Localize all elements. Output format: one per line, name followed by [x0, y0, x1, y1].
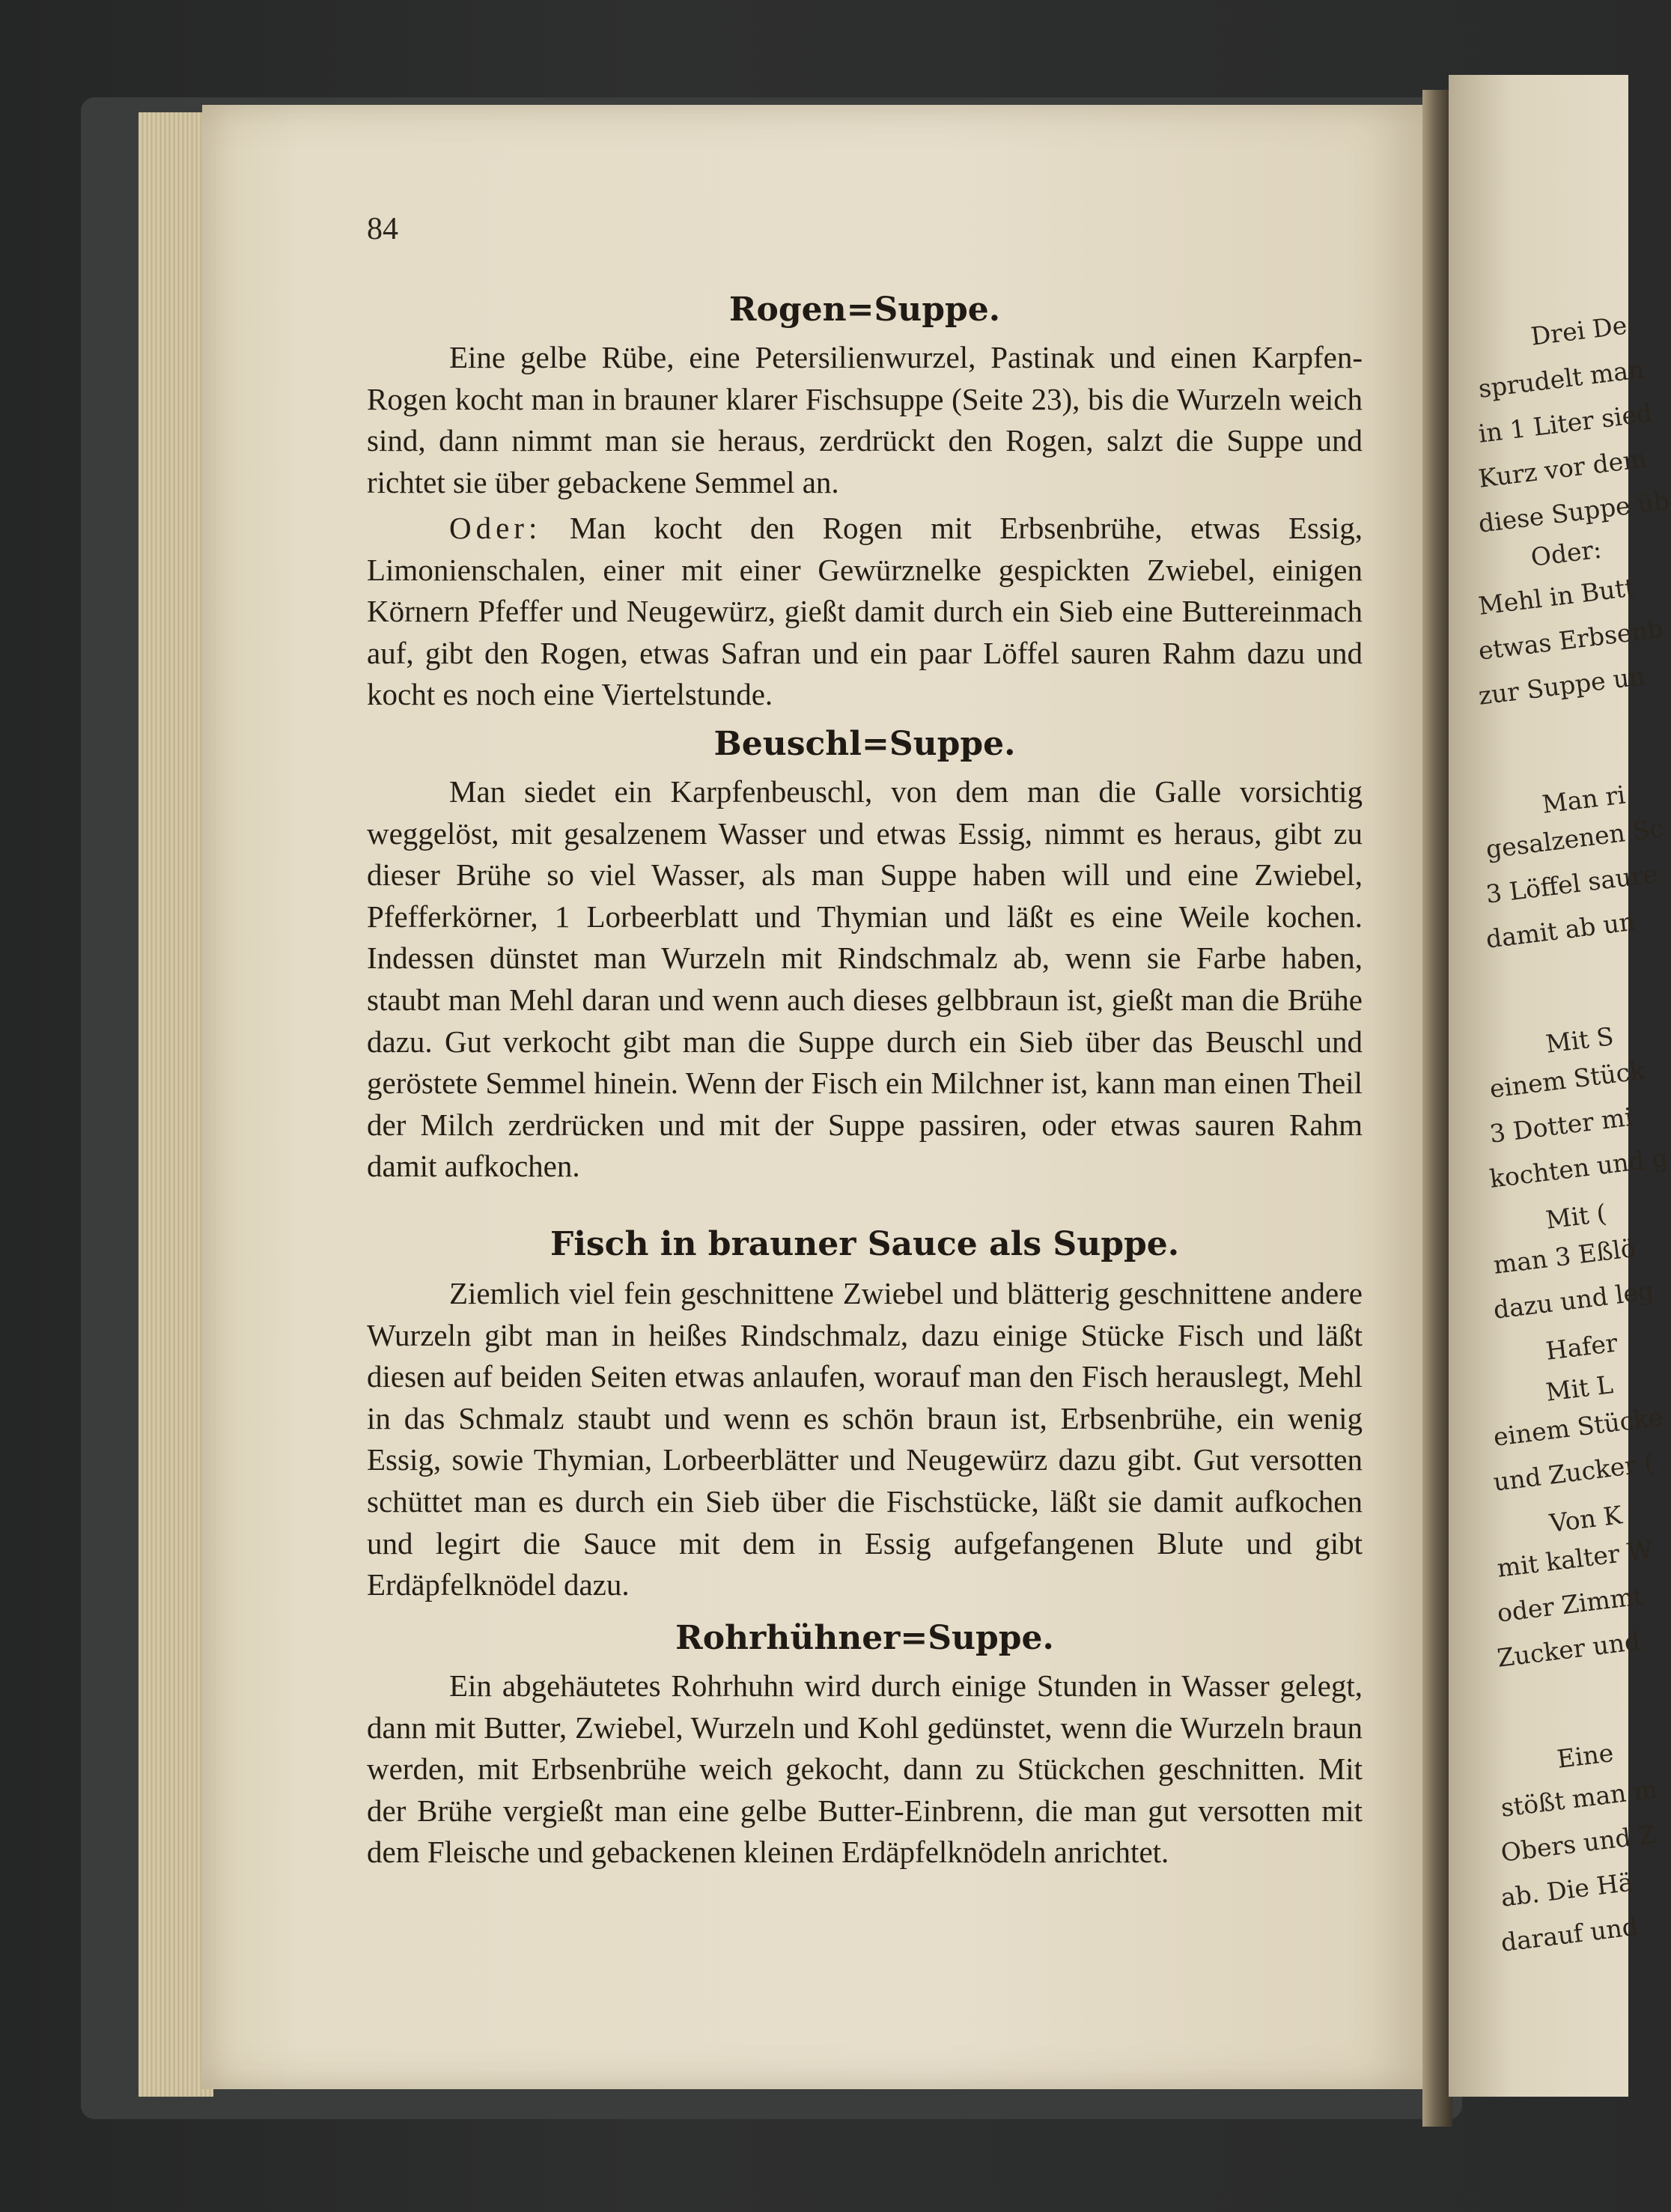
page-number: 84	[367, 212, 398, 246]
facing-line: Von K	[1547, 1500, 1624, 1538]
facing-line: sprudelt man	[1476, 354, 1646, 404]
section-heading-fisch-in-brauner-sauce: Fisch in brauner Sauce als Suppe.	[550, 1225, 1180, 1263]
facing-line: Eine	[1555, 1737, 1616, 1774]
facing-line: Drei De	[1529, 310, 1629, 351]
book-gutter	[1422, 90, 1452, 2127]
facing-line: zur Suppe un	[1476, 660, 1647, 711]
facing-line: Mehl in Butt	[1476, 572, 1637, 621]
paragraph-rohrhuehner-suppe: Ein abgehäutetes Rohrhuhn wird durch einige Stunden in Wasser gelegt, dann mit Butter, Zwiebel, Wurzeln und Kohl gedünstet, wenn die Wurzeln braun werden, mit Erbsenbrühe weich gekocht, dann zu Stückchen geschnitten. Mit der Brühe vergießt man eine gelbe Butter-Einbrenn, die man gut versotten mit dem Fleische und gebackenen kleinen Erdäpfelknödeln anrichtet.	[367, 1668, 1363, 1870]
facing-line: gesalzenen Sc	[1484, 813, 1665, 864]
facing-line: Kurz vor dem	[1476, 443, 1649, 493]
facing-line: Mit L	[1544, 1370, 1615, 1407]
facing-line: kochten und g	[1488, 1142, 1670, 1194]
facing-line: einem Stück	[1488, 1055, 1647, 1104]
facing-line: darauf und	[1499, 1911, 1640, 1957]
facing-line: 3 Löffel saure	[1484, 859, 1660, 909]
facing-line: einem Stücke	[1491, 1402, 1665, 1452]
facing-page	[1449, 75, 1671, 2097]
facing-line: Man ri	[1540, 780, 1628, 819]
facing-line: etwas Erbsenb	[1476, 613, 1665, 666]
facing-line: 3 Dotter mi	[1488, 1102, 1634, 1149]
facing-line: in 1 Liter sied	[1476, 398, 1655, 449]
paragraph-rogen-suppe-2	[367, 508, 1363, 716]
section-heading-beuschl-suppe: Beuschl=Suppe.	[713, 725, 1016, 763]
facing-line: man 3 Eßlö	[1491, 1233, 1637, 1280]
paragraph-fisch-in-brauner-sauce: Ziemlich viel fein geschnittene Zwiebel und blätterig geschnittene andere Wurzeln gibt man in heißes Rindschmalz, dazu einige Stücke Fisch und läßt diesen auf beiden Seiten etwas anlaufen, worauf man den Fisch herauslegt, Mehl in das Schmalz staubt und wenn es schön braun ist, Erbsenbrühe, ein wenig Essig, sowie Thymian, Lorbeerblätter und Neugewürz dazu gibt. Gut versotten schüttet man es durch ein Sieb über die Fischstücke, läßt sie damit aufkochen und legirt die Sauce mit dem in Essig aufgefangenen Blute und gibt Erdäpfelknödel dazu.	[367, 1276, 1363, 1602]
facing-line: Mit (	[1544, 1198, 1608, 1235]
facing-line: stößt man m	[1499, 1774, 1659, 1823]
facing-line: diese Suppe üb	[1476, 485, 1671, 538]
facing-line: damit ab un	[1484, 906, 1637, 954]
facing-line: Hafer	[1544, 1328, 1619, 1366]
section-heading-rohrhuehner-suppe: Rohrhühner=Suppe.	[675, 1619, 1054, 1657]
facing-line: oder Zimmt	[1495, 1581, 1646, 1628]
facing-line: Obers und Z	[1499, 1819, 1658, 1868]
facing-line: Mit S	[1544, 1021, 1616, 1059]
paragraph-beuschl-suppe: Man siedet ein Karpfenbeuschl, von dem man die Galle vorsichtig weggelöst, mit gesalzenem Wasser und etwas Essig, nimmt es heraus, gibt zu dieser Brühe so viel Wasser, als man Suppe haben will und eine Zwiebel, Pfefferkörner, 1 Lorbeerblatt und Thymian und läßt es eine Weile kochen. Indessen dünstet man Wurzeln mit Rindschmalz ab, wenn sie Farbe haben, staubt man Mehl daran und wenn auch dieses gelbbraun ist, gießt man die Brühe dazu. Gut verkocht gibt man die Suppe durch ein Sieb über das Beuschl und geröstete Semmel hinein. Wenn der Fisch ein Milchner ist, kann man einen Theil der Milch zerdrücken und mit der Suppe passiren, oder etwas sauren Rahm damit aufkochen.	[367, 774, 1363, 1184]
facing-line: Zucker und	[1495, 1626, 1643, 1673]
paragraph-text: Man kocht den Rogen mit Erbsenbrühe, etwas Essig, Limonienschalen, einer mit einer Gewürznelke gespickten Zwiebel, einigen Körnern Pfeffer und Neugewürz, gießt damit durch ein Sieb eine Buttereinmach auf, gibt den Rogen, etwas Safran und ein paar Löffel sauren Rahm dazu und kocht es noch eine Viertelstunde.	[367, 511, 1363, 712]
facing-line: ab. Die Hä	[1499, 1867, 1635, 1912]
facing-line: dazu und leg	[1491, 1275, 1656, 1325]
facing-line: und Zucker (	[1491, 1447, 1656, 1497]
oder-label: Oder:	[449, 511, 542, 545]
section-heading-rogen-suppe: Rogen=Suppe.	[728, 291, 1001, 329]
facing-line: mit kalter W	[1495, 1534, 1655, 1583]
paragraph-rogen-suppe-1: Eine gelbe Rübe, eine Petersilienwurzel, Pastinak und einen Karpfen-Rogen kocht man in brauner klarer Fischsuppe (Seite 23), bis die Wurzeln weich sind, dann nimmt man sie heraus, zerdrückt den Rogen, salzt die Suppe und richtet sie über gebackene Semmel an.	[367, 340, 1363, 499]
facing-line: Oder:	[1529, 534, 1604, 572]
